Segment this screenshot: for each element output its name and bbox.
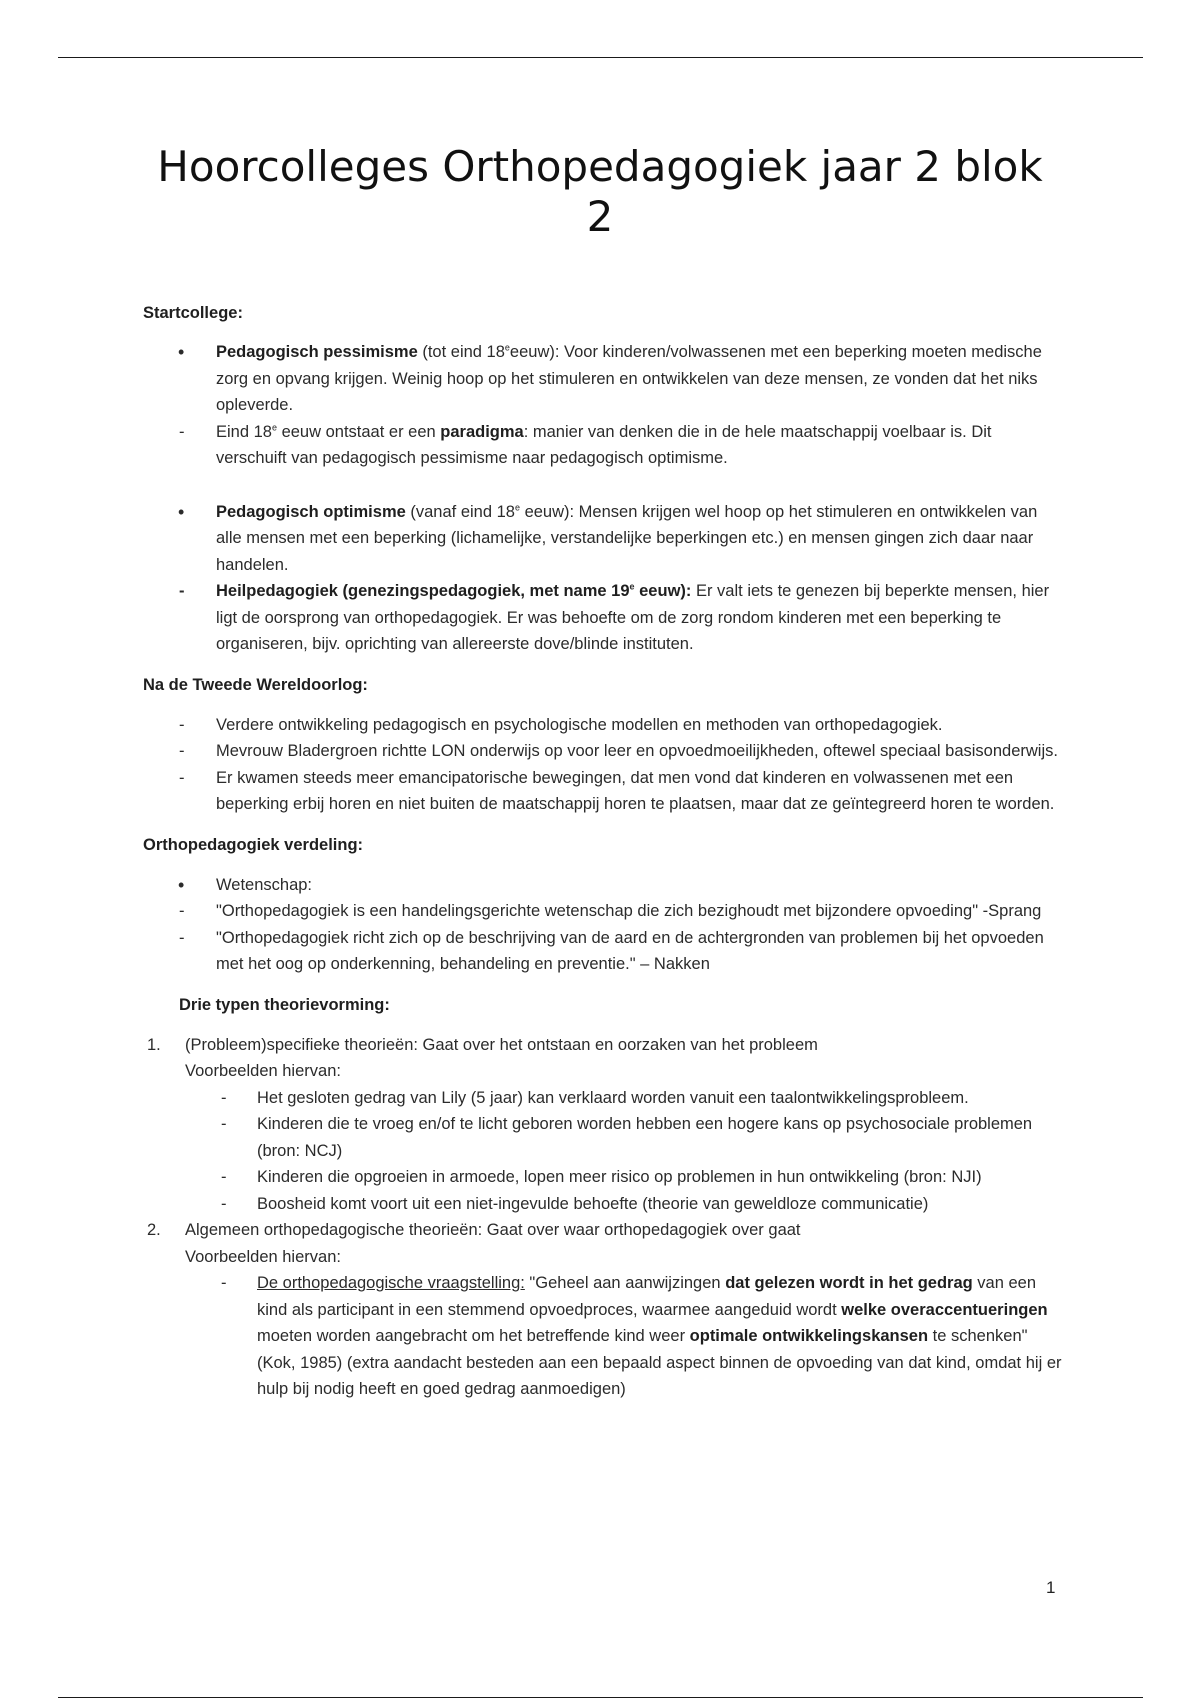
term: paradigma	[440, 422, 524, 441]
text: van een kind als participant in een stemmend opvoedproces, waarmee aangeduid wordt	[257, 1274, 1037, 1319]
dash-marker: -	[221, 1168, 227, 1186]
number-marker: 2.	[147, 1221, 161, 1239]
text: "Geheel aan aanwijzingen	[524, 1274, 726, 1292]
list-item	[143, 1191, 1063, 1218]
text: Er valt iets te genezen bij beperkte mensen, hier ligt de oorsprong van orthopedagogiek. Er was behoefte om de zorg rondom kinderen met een beperking te organiseren, bijv. oprichting van allereerste dove/blinde instituten.	[216, 582, 1050, 653]
superscript: e	[514, 502, 520, 512]
list-item	[143, 898, 1063, 925]
dash-marker: -	[221, 1088, 227, 1107]
list-item	[143, 578, 1063, 658]
text: eeuw): Voor kinderen/volwassenen met een beperking moeten medische zorg en opvang krijgen. Weinig hoop op het stimuleren en ontwikkelen van deze mensen, ze vonden dat het niks opleverde.	[216, 343, 1042, 414]
dash-marker: -	[179, 422, 185, 441]
document-title: Hoorcolleges Orthopedagogiek jaar 2 blok 2	[157, 142, 1043, 241]
dash-marker: -	[179, 582, 185, 600]
list-item	[143, 419, 1063, 472]
text: (vanaf eind 18	[405, 502, 515, 521]
text: Kinderen die opgroeien in armoede, lopen meer risico op problemen in hun ontwikkeling (bron: NJI)	[257, 1168, 982, 1186]
text: Voorbeelden hiervan:	[185, 1062, 341, 1080]
dash-marker: -	[221, 1194, 227, 1213]
dash-marker: -	[221, 1115, 227, 1133]
list-item	[143, 712, 1063, 739]
dash-marker: -	[179, 768, 185, 787]
underlined-term: De orthopedagogische vraagstelling:	[257, 1274, 525, 1292]
numbered-item	[143, 1217, 1063, 1270]
text: Algemeen orthopedagogische theorieën: Gaat over waar orthopedagogiek over gaat	[185, 1221, 801, 1239]
bullet-marker: •	[178, 874, 185, 895]
text: Eind 18	[216, 422, 272, 441]
dash-marker: -	[221, 1274, 227, 1292]
list-item	[143, 872, 1063, 899]
list-item	[143, 738, 1063, 765]
number-marker: 1.	[147, 1035, 161, 1054]
list-item	[143, 765, 1063, 818]
term: eeuw):	[634, 582, 692, 600]
text: : manier van denken die in de hele maatschappij voelbaar is. Dit verschuift van pedagogisch pessimisme naar pedagogisch optimisme.	[216, 422, 992, 467]
text: "Orthopedagogiek richt zich op de beschrijving van de aard en de achtergronden van problemen bij het opvoeden met het oog op onderkenning, behandeling en preventie." – Nakken	[216, 928, 1044, 973]
text: (tot eind 18	[422, 343, 505, 361]
document-body	[143, 300, 1063, 1403]
superscript: e	[629, 581, 635, 592]
text: "Orthopedagogiek is een handelingsgerichte wetenschap die zich bezighoudt met bijzondere opvoeding" -Sprang	[216, 902, 1042, 920]
numbered-item	[143, 1032, 1063, 1085]
text: moeten worden aangebracht om het betreffende kind weer	[257, 1327, 690, 1345]
header-rule	[58, 57, 1143, 58]
text: Het gesloten gedrag van Lily (5 jaar) kan verklaard worden vanuit een taalontwikkelingsprobleem.	[257, 1088, 969, 1107]
list-item	[143, 1111, 1063, 1164]
text: Wetenschap:	[216, 875, 313, 894]
dash-marker: -	[179, 742, 185, 760]
footer-rule	[58, 1697, 1143, 1698]
list-item	[143, 925, 1063, 978]
bullet-marker: •	[178, 501, 185, 522]
term: Heilpedagogiek (genezingspedagogiek, met name 19	[216, 582, 630, 600]
text: (Probleem)specifieke theorieën: Gaat over het ontstaan en oorzaken van het probleem	[185, 1035, 818, 1054]
superscript: e	[271, 422, 277, 432]
section-heading-startcollege: Startcollege:	[143, 304, 243, 322]
text: Verdere ontwikkeling pedagogisch en psychologische modellen en methoden van orthopedagogiek.	[216, 715, 943, 734]
text: Boosheid komt voort uit een niet-ingevulde behoefte (theorie van geweldloze communicatie)	[257, 1194, 929, 1213]
text: eeuw ontstaat er een	[276, 422, 441, 441]
term: welke overaccentueringen	[841, 1300, 1048, 1319]
page-number: 1	[1046, 1578, 1056, 1597]
superscript: e	[504, 342, 510, 353]
text: Kinderen die te vroeg en/of te licht geboren worden hebben een hogere kans op psychosociale problemen (bron: NCJ)	[257, 1115, 1033, 1160]
text: te schenken" (Kok, 1985) (extra aandacht besteden aan een bepaald aspect binnen de opvoeding van dat kind, omdat hij er hulp bij nodig heeft en goed gedrag aanmoedigen)	[257, 1327, 1062, 1398]
text: Voorbeelden hiervan:	[185, 1247, 341, 1266]
list-item	[143, 1164, 1063, 1191]
dash-marker: -	[179, 902, 185, 920]
dash-marker: -	[179, 928, 185, 947]
term: optimale ontwikkelingskansen	[689, 1327, 929, 1345]
subheading-theorievorming: Drie typen theorievorming:	[179, 995, 390, 1014]
dash-marker: -	[179, 715, 185, 734]
text: eeuw): Mensen krijgen wel hoop op het stimuleren en ontwikkelen van alle mensen met een beperking (lichamelijke, verstandelijke beperkingen etc.) en mensen gingen zich daar naar handelen.	[216, 502, 1038, 574]
section-heading-wereldoorlog: Na de Tweede Wereldoorlog:	[143, 675, 368, 694]
term: dat gelezen wordt in het gedrag	[725, 1274, 973, 1292]
term: Pedagogisch pessimisme	[216, 343, 418, 361]
list-item	[143, 499, 1063, 579]
list-item	[143, 339, 1063, 419]
term: Pedagogisch optimisme	[216, 502, 406, 521]
list-item	[143, 1270, 1063, 1403]
section-heading-verdeling: Orthopedagogiek verdeling:	[143, 835, 364, 854]
list-item	[143, 1085, 1063, 1112]
text: Mevrouw Bladergroen richtte LON onderwijs op voor leer en opvoedmoeilijkheden, oftewel speciaal basisonderwijs.	[216, 742, 1058, 760]
bullet-marker: •	[178, 342, 185, 362]
text: Er kwamen steeds meer emancipatorische bewegingen, dat men vond dat kinderen en volwassenen met een beperking erbij horen en niet buiten de maatschappij horen te plaatsen, maar dat ze geïntegreerd horen te worden.	[216, 768, 1055, 813]
